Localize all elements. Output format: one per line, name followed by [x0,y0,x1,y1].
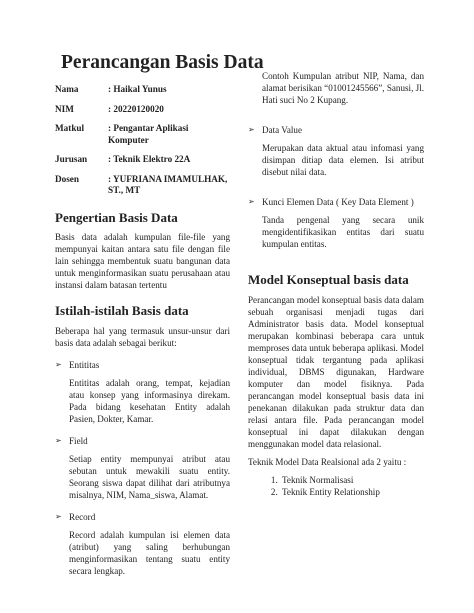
meta-row-matkul [55,123,230,154]
model-paragraph: Perancangan model konseptual basis data dalam sebuah organisasi menjadi tugas dari Administrator basis data. Model konseptual merupakan kombinasi beberapa cara untuk memproses data untuk beberapa aplikasi. Model konseptual tidak tergantung pada aplikasi individual, DBMS digunakan, Hardware komputer dan model fisiknya. Pada perancangan model konseptual basis data ini penekanan dilakukan pada struktur data dan relasi antara file. Pada perancangan model konseptual ini dapat dilakukan dengan menggunakan model data relasional. [248,294,424,449]
arrow-bullet-icon: ➢ [248,197,255,206]
meta-value: : Haikal Yunus [108,84,167,94]
bullet-label: Data Value [262,125,302,135]
meta-row-dosen [55,174,230,205]
right-column [248,70,424,498]
record-example-paragraph: Contoh Kumpulan atribut NIP, Nama, dan alamat berisikan “01001245566”, Sanusi, Jl. Hati suci No 2 Kupang. [262,71,424,105]
model-technique-intro: Teknik Model Data Realsional ada 2 yaitu : [248,456,407,467]
meta-value: : YUFRIANA IMAMULHAK, ST., MT [108,173,228,195]
meta-value: : Pengantar Aplikasi Komputer [108,123,189,145]
meta-value: : Teknik Elektro 22A [108,154,191,164]
meta-key: Dosen [55,173,79,184]
bullet-description: Tanda pengenal yang secara unik mengidentifikasikan entitas dari suatu kumpulan entitas. [262,215,424,249]
bullet-description: Merupakan data aktual atau infomasi yang disimpan ditiap data elemen. Isi atribut disebut nilai data. [262,143,424,177]
arrow-bullet-icon: ➢ [55,359,62,369]
arrow-bullet-icon: ➢ [55,435,62,445]
section-heading-model: Model Konseptual basis data [248,272,409,287]
bullet-description: Entititas adalah orang, tempat, kejadian atau konsep yang informasinya direkam. Pada bidang kesehatan Entity adalah Pasien, Dokter, Kamar. [69,377,230,424]
meta-key: NIM [55,103,74,114]
bullet-item-record [55,511,230,523]
meta-key: Nama [55,84,79,94]
author-info-table [55,84,230,205]
document-title: Perancangan Basis Data [61,52,264,73]
bullet-description: Setiap entity mempunyai atribut atau sebutan untuk mewakili suatu entity. Seorang siswa dapat dilihat dari atributnya misalnya, NIM, Nama_siswa, Alamat. [69,453,230,500]
bullet-description: Record adalah kumpulan isi elemen data (atribut) yang saling berhubungan menginformasikan tentang suatu entity secara lengkap. [69,529,230,576]
meta-key: Matkul [55,123,85,133]
list-item: 2. Teknik Entity Relationship [280,486,424,498]
meta-key: Jurusan [55,154,88,164]
pengertian-paragraph: Basis data adalah kumpulan file-file yang mempunyai kaitan antara satu file dengan file lain sehingga membentuk suatu bangunan data untuk menginformasikan suatu perusahaan atau instansi dalam batasan tertentu [55,232,230,291]
left-column [55,52,264,577]
bullet-label: Record [69,511,96,522]
bullet-item-data-value [248,124,424,136]
meta-row-jurusan [55,154,230,174]
bullet-label: Kunci Elemen Data ( Key Data Element ) [262,197,414,207]
bullet-item-entititas [55,359,230,371]
bullet-label: Entititas [69,359,100,370]
arrow-bullet-icon: ➢ [55,511,62,521]
section-heading-pengertian: Pengertian Basis Data [55,209,178,225]
meta-value: : 20220120020 [108,103,164,114]
list-item: 1. Teknik Normalisasi [280,474,424,486]
section-heading-istilah: Istilah-istilah Basis data [55,303,189,319]
istilah-intro-paragraph: Beberapa hal yang termasuk unsur-unsur dari basis data adalah sebagai berikut: [55,325,230,348]
arrow-bullet-icon: ➢ [248,125,255,134]
bullet-item-field [55,435,230,447]
meta-row-nama [55,84,230,104]
meta-row-nim [55,104,230,124]
technique-list [248,474,424,498]
bullet-label: Field [69,435,88,446]
bullet-item-kunci-elemen [248,196,424,208]
